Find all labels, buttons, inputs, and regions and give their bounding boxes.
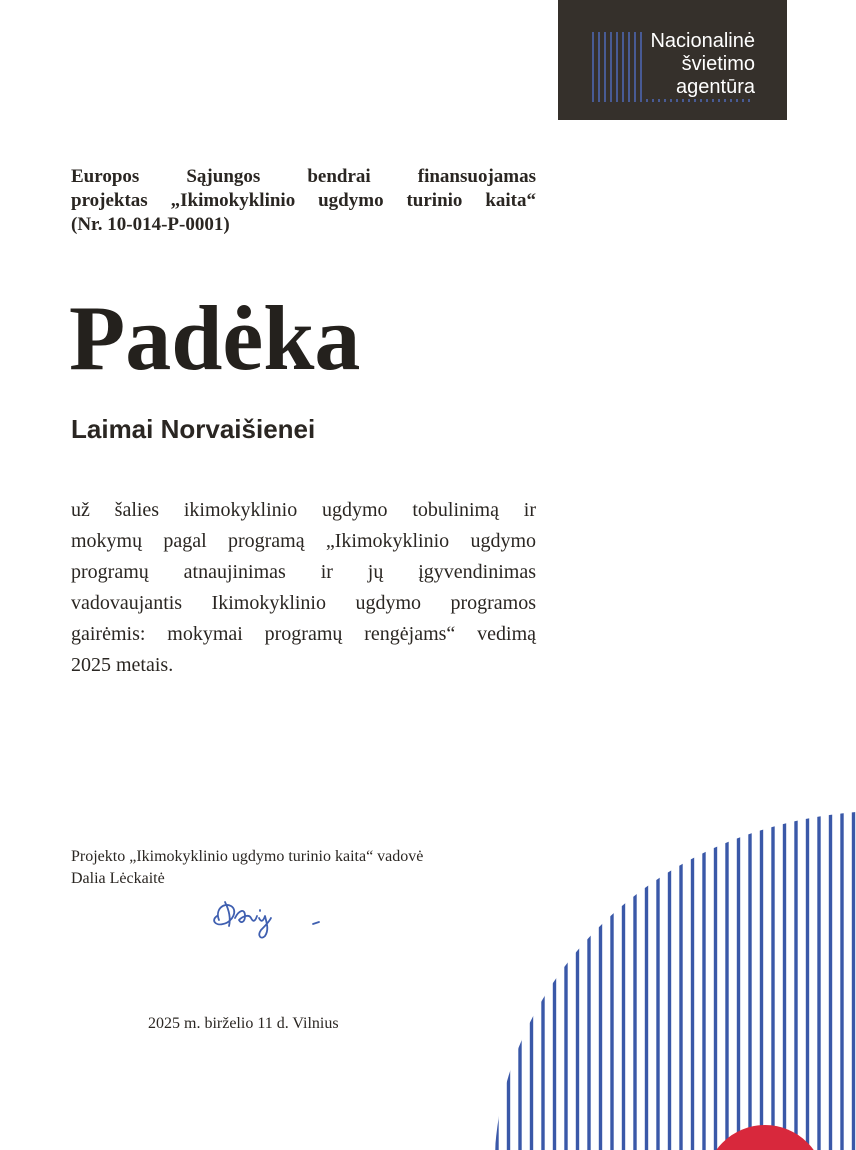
body-line-2: mokymų pagal programą „Ikimokyklinio ugdymo [71,530,536,552]
logo-line-1: Nacionalinė [646,30,755,53]
body-line-4: vadovaujantis Ikimokyklinio ugdymo programos [71,592,536,614]
signer-role: Projekto „Ikimokyklinio ugdymo turinio kaita“ vadovė [71,848,424,865]
date-place: 2025 m. birželio 11 d. Vilnius [148,1015,339,1032]
signer-name: Dalia Lėckaitė [71,870,165,887]
decorative-stripe-arc [490,800,856,1150]
certificate-title: Padėka [69,287,361,389]
logo-line-3: agentūra [646,76,755,99]
body-line-1: už šalies ikimokyklinio ugdymo tobulinimą ir [71,499,536,521]
project-info [71,165,536,237]
logo-line-2: švietimo [646,53,755,76]
project-info-line-2: projektas „Ikimokyklinio ugdymo turinio kaita“ [71,190,536,211]
certificate-body [71,495,536,681]
agency-logo [558,0,787,120]
logo-wordmark [646,30,755,99]
project-info-line-1: Europos Sąjungos bendrai finansuojamas [71,166,536,187]
project-info-line-3: (Nr. 10-014-P-0001) [71,214,230,235]
body-line-3: programų atnaujinimas ir jų įgyvendinimas [71,561,536,583]
recipient-name: Laimai Norvaišienei [71,414,316,444]
handwritten-signature [205,888,335,943]
body-line-6: 2025 metais. [71,654,174,676]
signer-block [71,846,423,890]
body-line-5: gairėmis: mokymai programų rengėjams“ vedimą [71,623,536,645]
